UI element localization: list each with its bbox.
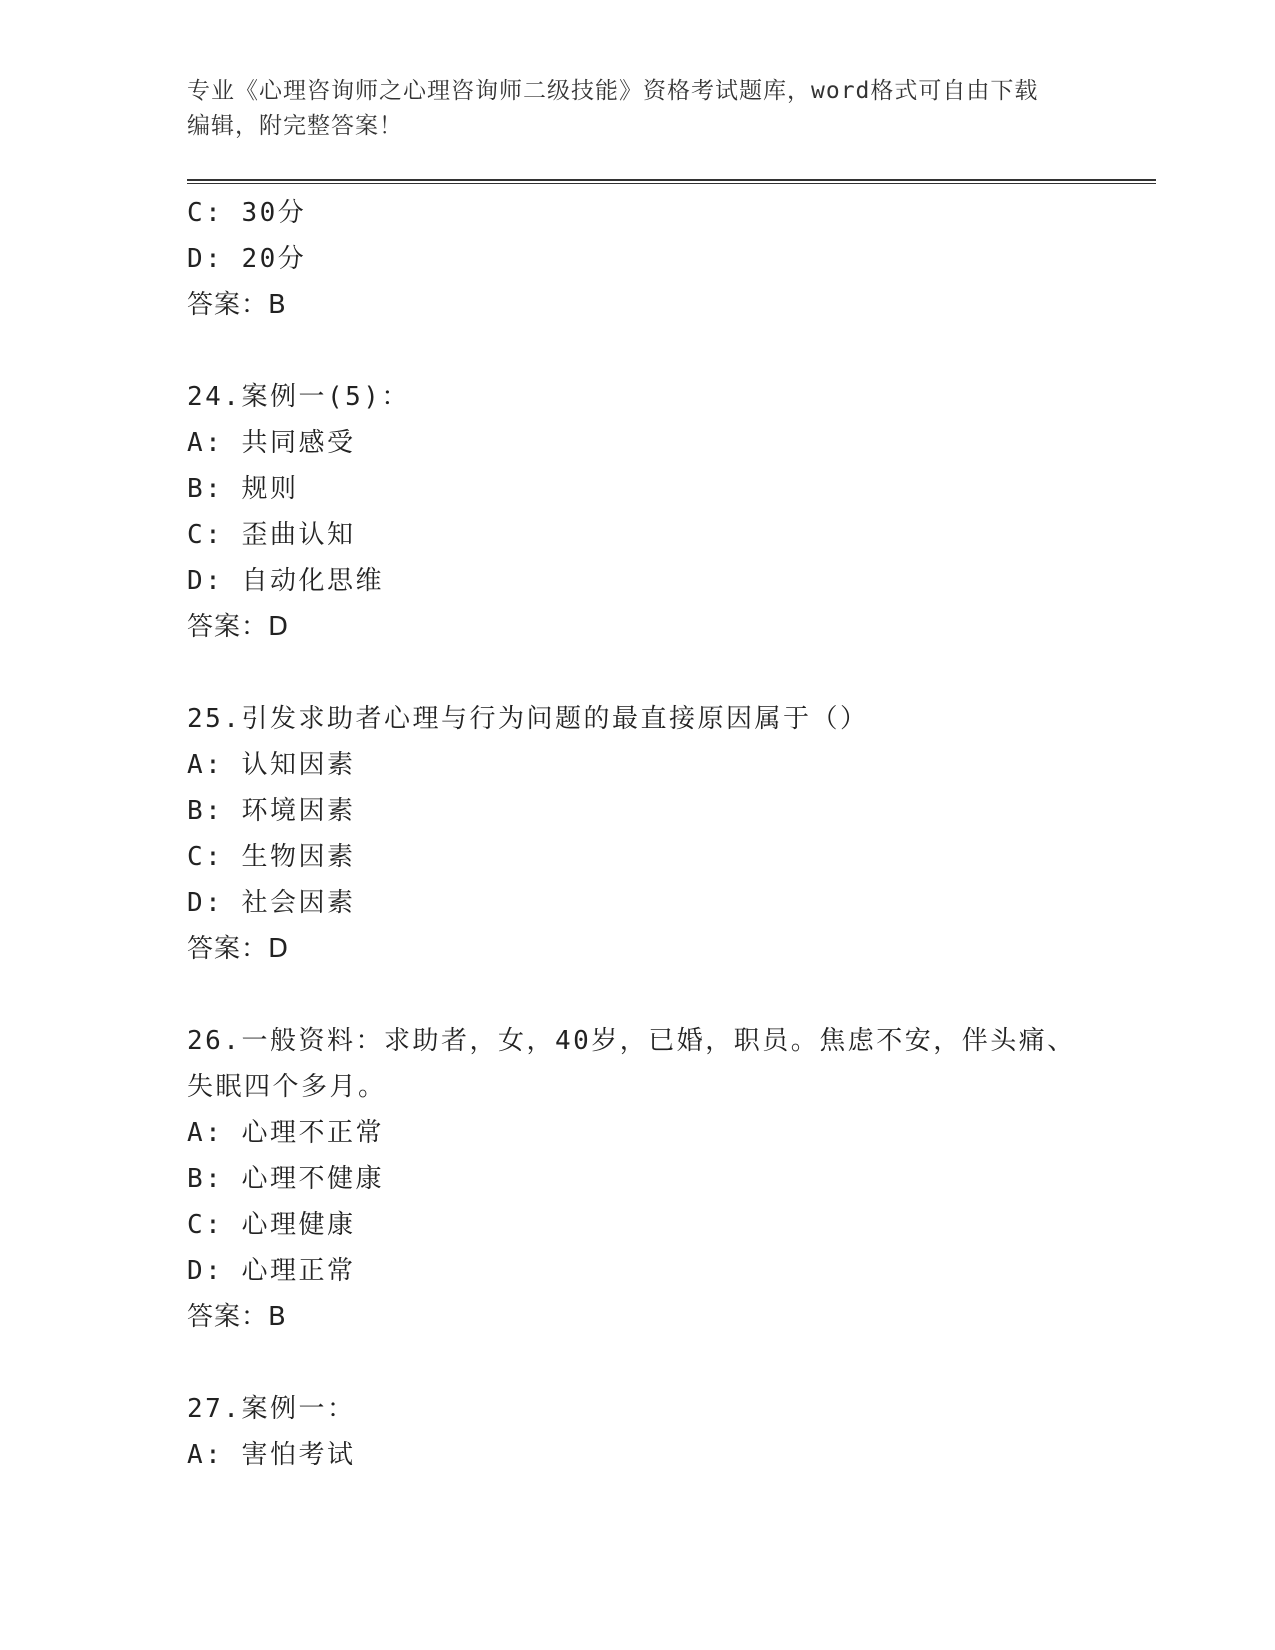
question-list bbox=[187, 190, 1147, 1478]
answer: 答案：B bbox=[187, 290, 287, 320]
header-line-1: 专业《心理咨询师之心理咨询师二级技能》资格考试题库，word格式可自由下载 bbox=[187, 78, 1039, 104]
question-stem-line-1: 26.一般资料：求助者，女，40岁，已婚，职员。焦虑不安，伴头痛、 bbox=[187, 1026, 1076, 1056]
option-b: B: 心理不健康 bbox=[187, 1164, 384, 1194]
spacer bbox=[187, 972, 1147, 1018]
answer: 答案：D bbox=[187, 612, 290, 642]
question-23-tail bbox=[187, 190, 1147, 328]
option-d: D: 20分 bbox=[187, 244, 307, 274]
option-a: A: 共同感受 bbox=[187, 428, 356, 458]
option-a: A: 心理不正常 bbox=[187, 1118, 384, 1148]
question-24 bbox=[187, 374, 1147, 650]
option-a: A: 害怕考试 bbox=[187, 1440, 356, 1470]
spacer bbox=[187, 328, 1147, 374]
question-stem: 24.案例一(5)： bbox=[187, 382, 410, 412]
question-25 bbox=[187, 696, 1147, 972]
spacer bbox=[187, 1340, 1147, 1386]
option-c: C: 生物因素 bbox=[187, 842, 356, 872]
option-c: C: 心理健康 bbox=[187, 1210, 356, 1240]
question-26 bbox=[187, 1018, 1147, 1340]
header-divider bbox=[187, 179, 1156, 184]
question-stem-line-2: 失眠四个多月。 bbox=[187, 1072, 387, 1102]
option-b: B: 规则 bbox=[187, 474, 299, 504]
option-d: D: 自动化思维 bbox=[187, 566, 384, 596]
question-stem: 27.案例一： bbox=[187, 1394, 356, 1424]
answer: 答案：B bbox=[187, 1302, 287, 1332]
option-d: D: 社会因素 bbox=[187, 888, 356, 918]
page-header bbox=[187, 74, 1087, 144]
question-27 bbox=[187, 1386, 1147, 1478]
option-c: C: 歪曲认知 bbox=[187, 520, 356, 550]
option-d: D: 心理正常 bbox=[187, 1256, 356, 1286]
option-a: A: 认知因素 bbox=[187, 750, 356, 780]
header-line-2: 编辑，附完整答案！ bbox=[187, 113, 403, 139]
spacer bbox=[187, 650, 1147, 696]
question-stem: 25.引发求助者心理与行为问题的最直接原因属于（） bbox=[187, 704, 869, 734]
option-b: B: 环境因素 bbox=[187, 796, 356, 826]
answer: 答案：D bbox=[187, 934, 290, 964]
option-c: C: 30分 bbox=[187, 198, 307, 228]
